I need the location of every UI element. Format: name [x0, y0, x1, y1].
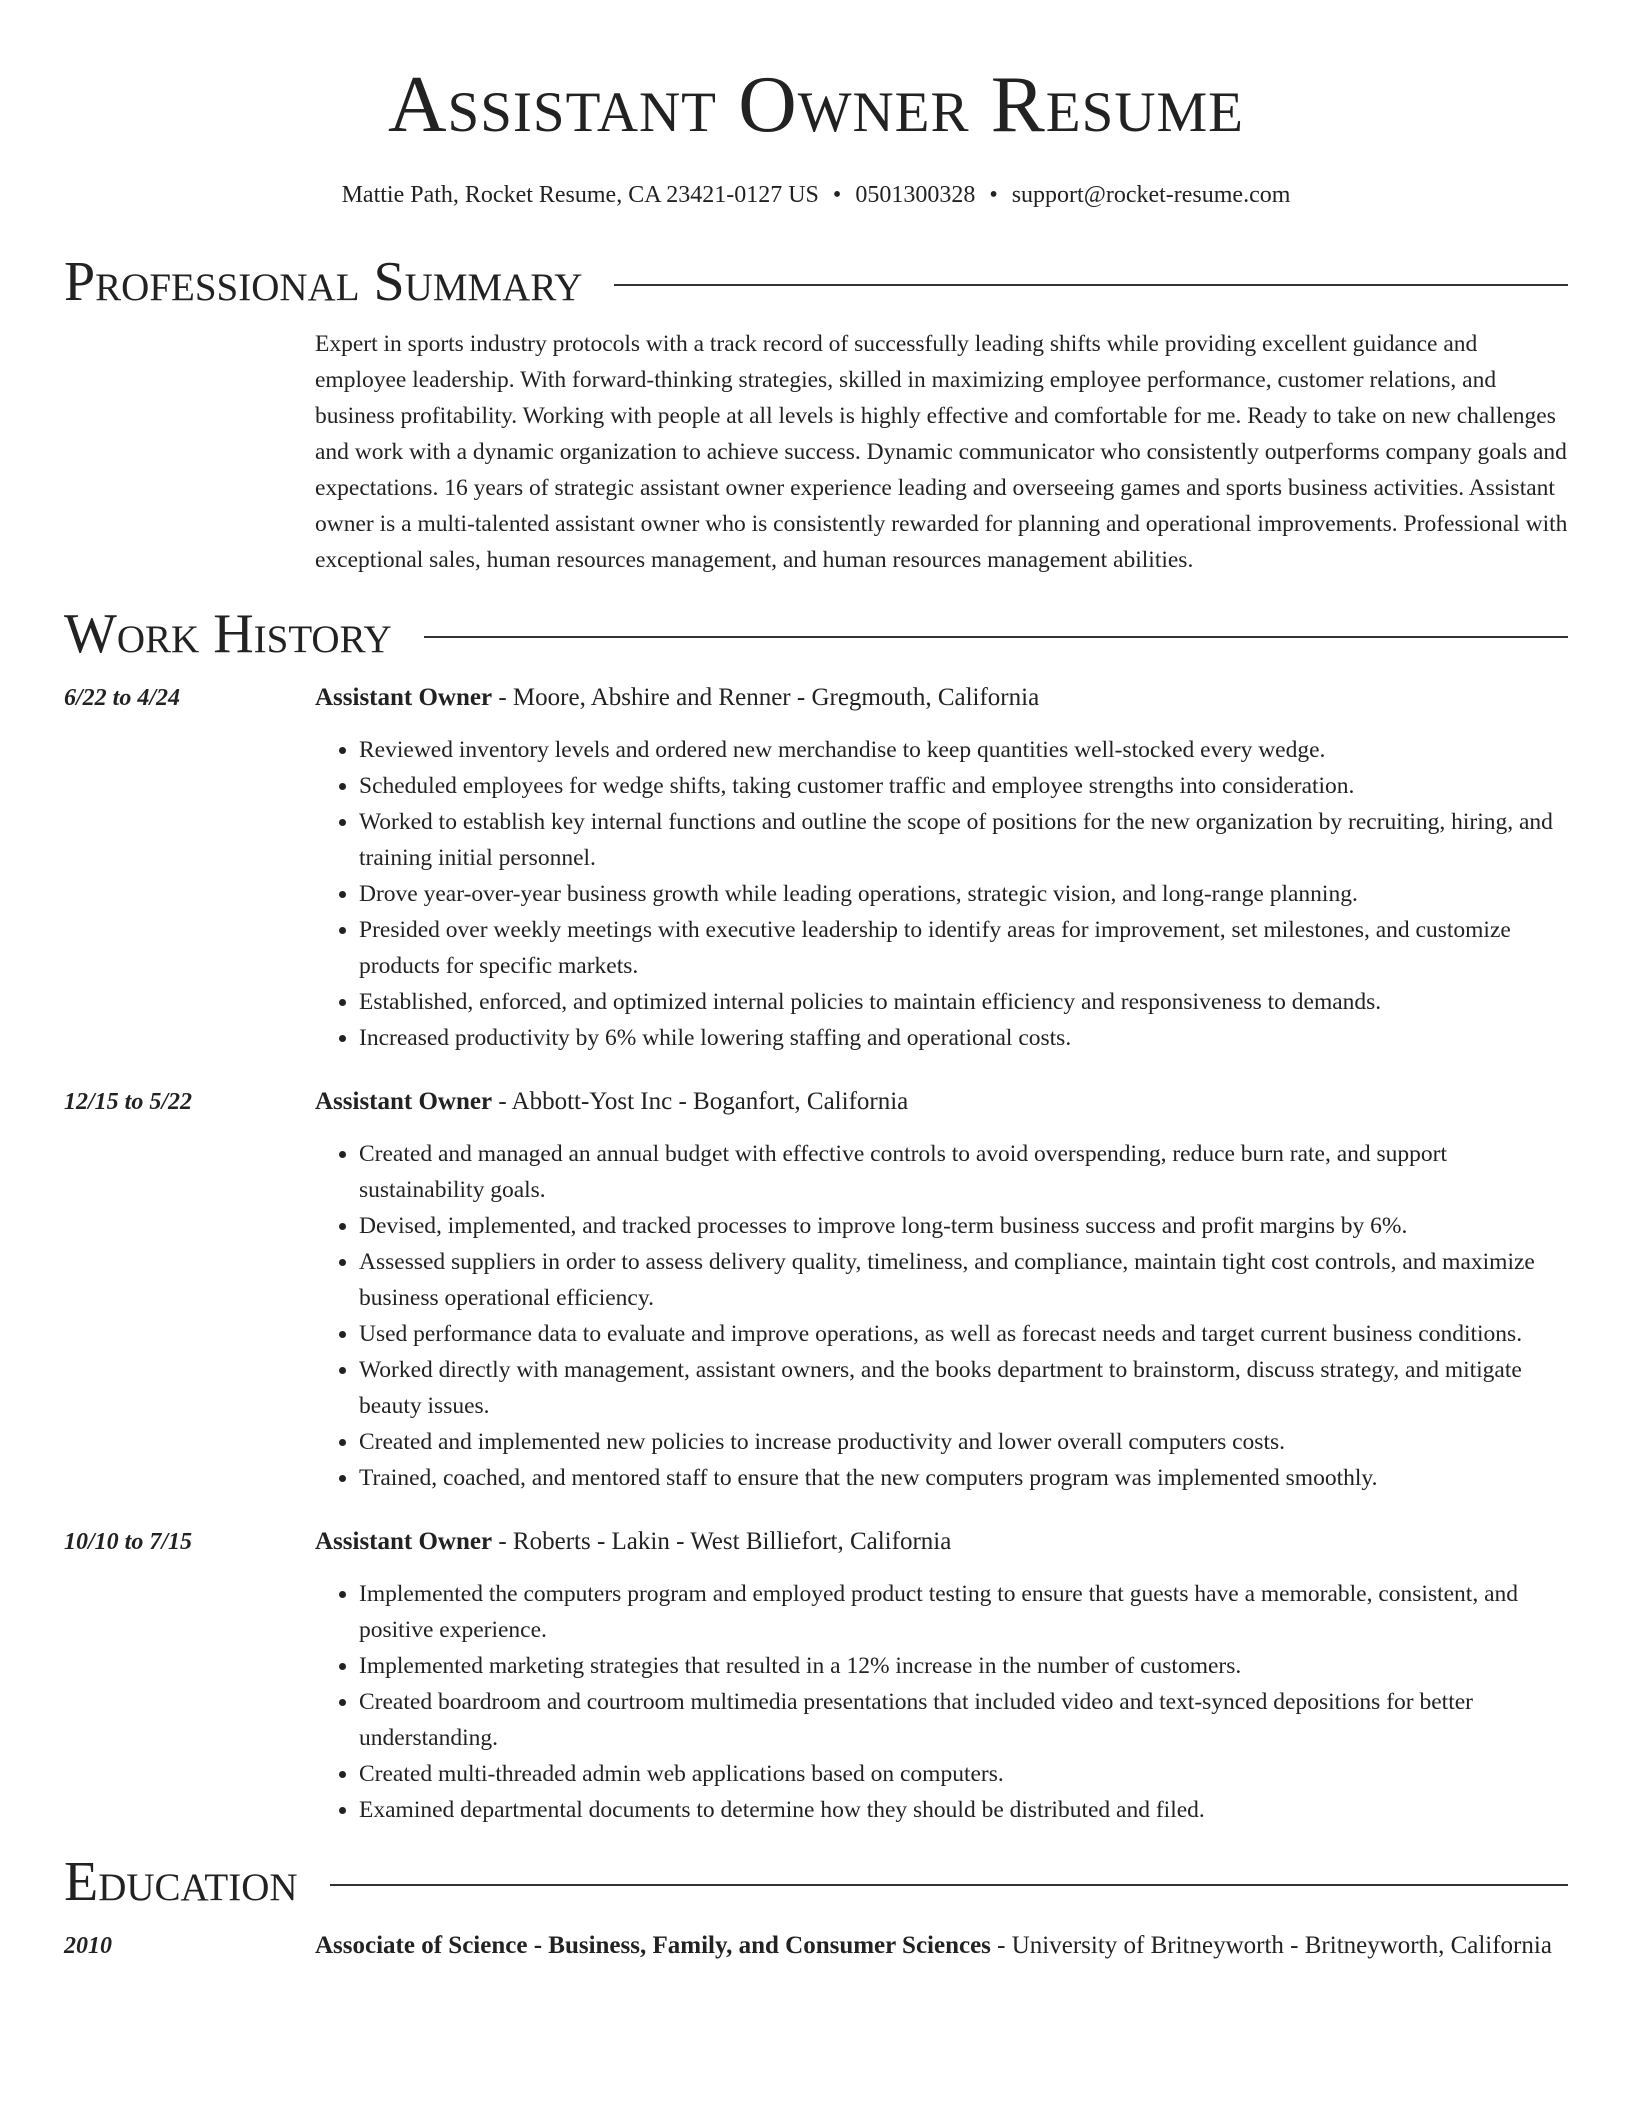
job-bullet: • Drove year-over-year business growth while leading operations, strategic vision, and long-range planning. — [359, 876, 1568, 912]
job-entry — [64, 680, 1568, 1056]
job-role: Assistant Owner — [315, 683, 493, 711]
job-heading — [315, 1084, 1568, 1120]
education-degree: Associate of Science - Business, Family, and Consumer Sciences — [315, 1931, 991, 1959]
job-bullet: • Used performance data to evaluate and improve operations, as well as forecast needs and target current business conditions. — [359, 1316, 1568, 1352]
work-section-title: Work History — [64, 602, 392, 665]
job-dates: 10/10 to 7/15 — [64, 1528, 193, 1555]
job-bullets — [315, 732, 1568, 1056]
education-year: 2010 — [64, 1932, 112, 1959]
job-role: Assistant Owner — [315, 1527, 493, 1555]
job-bullet: • Increased productivity by 6% while lowering staffing and operational costs. — [359, 1020, 1568, 1056]
summary-text: Expert in sports industry protocols with a track record of successfully leading shifts while providing excellent guidance and employee leadership. With forward-thinking strategies, skilled in maximizing employee performance, customer relations, and business profitability. Working with people at all levels is highly effective and comfortable for me. Ready to take on new challenges and work with a dynamic organization to achieve success. Dynamic communicator who consistently outperforms company goals and expectations. 16 years of strategic assistant owner experience leading and overseeing games and sports business activities. Assistant owner is a multi-talented assistant owner who is consistently rewarded for planning and operational improvements. Professional with exceptional sales, human resources management, and human resources management abilities. — [315, 330, 1568, 573]
job-bullets — [315, 1576, 1568, 1828]
job-heading — [315, 680, 1568, 716]
job-dates: 6/22 to 4/24 — [64, 684, 181, 711]
summary-section-title: Professional Summary — [64, 250, 583, 313]
job-bullet: • Created boardroom and courtroom multimedia presentations that included video and text-synced depositions for better understanding. — [359, 1684, 1568, 1756]
job-bullet: • Scheduled employees for wedge shifts, taking customer traffic and employee strengths into consideration. — [359, 768, 1568, 804]
job-bullet: • Worked directly with management, assistant owners, and the books department to brainstorm, discuss strategy, and mitigate beauty issues. — [359, 1352, 1568, 1424]
job-company-location: - Moore, Abshire and Renner - Gregmouth, California — [492, 683, 1040, 711]
section-divider — [424, 636, 1568, 638]
summary-section-heading — [64, 250, 1568, 313]
contact-line — [64, 181, 1568, 210]
contact-email: support@rocket-resume.com — [1011, 182, 1291, 208]
education-section-heading — [64, 1850, 1568, 1913]
job-bullet: • Created multi-threaded admin web applications based on computers. — [359, 1756, 1568, 1792]
job-content — [315, 1084, 1568, 1496]
section-divider — [614, 284, 1568, 286]
section-divider — [330, 1884, 1568, 1886]
education-section-title: Education — [64, 1850, 298, 1913]
job-bullet: • Worked to establish key internal functions and outline the scope of positions for the new organization by recruiting, hiring, and training initial personnel. — [359, 804, 1568, 876]
job-role: Assistant Owner — [315, 1087, 493, 1115]
job-heading — [315, 1524, 1568, 1560]
education-school: - University of Britneyworth - Britneyworth, California — [990, 1931, 1552, 1959]
job-bullet: • Established, enforced, and optimized internal policies to maintain efficiency and responsiveness to demands. — [359, 984, 1568, 1020]
job-bullet: • Devised, implemented, and tracked processes to improve long-term business success and profit margins by 6%. — [359, 1208, 1568, 1244]
job-dates: 12/15 to 5/22 — [64, 1088, 193, 1115]
job-bullet: • Created and managed an annual budget with effective controls to avoid overspending, reduce burn rate, and support sustainability goals. — [359, 1136, 1568, 1208]
job-bullet: • Trained, coached, and mentored staff to ensure that the new computers program was implemented smoothly. — [359, 1460, 1568, 1496]
work-history-list — [64, 680, 1568, 1828]
job-bullets — [315, 1136, 1568, 1496]
education-list — [64, 1928, 1568, 1964]
resume-title: Assistant Owner Resume — [388, 59, 1244, 149]
contact-separator: • — [989, 182, 998, 208]
job-company-location: - Roberts - Lakin - West Billiefort, California — [492, 1527, 952, 1555]
job-bullet: • Examined departmental documents to determine how they should be distributed and filed. — [359, 1792, 1568, 1828]
job-bullet: • Implemented the computers program and employed product testing to ensure that guests have a memorable, consistent, and positive experience. — [359, 1576, 1568, 1648]
job-bullet: • Created and implemented new policies to increase productivity and lower overall computers costs. — [359, 1424, 1568, 1460]
education-entry — [64, 1928, 1568, 1964]
job-company-location: - Abbott-Yost Inc - Boganfort, California — [492, 1087, 909, 1115]
job-content — [315, 680, 1568, 1056]
contact-address: Mattie Path, Rocket Resume, CA 23421-0127 US — [341, 182, 819, 208]
job-entry — [64, 1524, 1568, 1828]
job-bullet: • Assessed suppliers in order to assess delivery quality, timeliness, and compliance, maintain tight cost controls, and maximize business operational efficiency. — [359, 1244, 1568, 1316]
education-content — [315, 1928, 1568, 1964]
job-bullet: • Presided over weekly meetings with executive leadership to identify areas for improvement, set milestones, and customize products for specific markets. — [359, 912, 1568, 984]
job-bullet: • Implemented marketing strategies that resulted in a 12% increase in the number of customers. — [359, 1648, 1568, 1684]
contact-phone: 0501300328 — [855, 182, 976, 208]
contact-separator: • — [832, 182, 842, 208]
job-entry — [64, 1084, 1568, 1496]
job-content — [315, 1524, 1568, 1828]
work-section-heading — [64, 602, 1568, 665]
job-bullet: • Reviewed inventory levels and ordered new merchandise to keep quantities well-stocked every wedge. — [359, 732, 1568, 768]
